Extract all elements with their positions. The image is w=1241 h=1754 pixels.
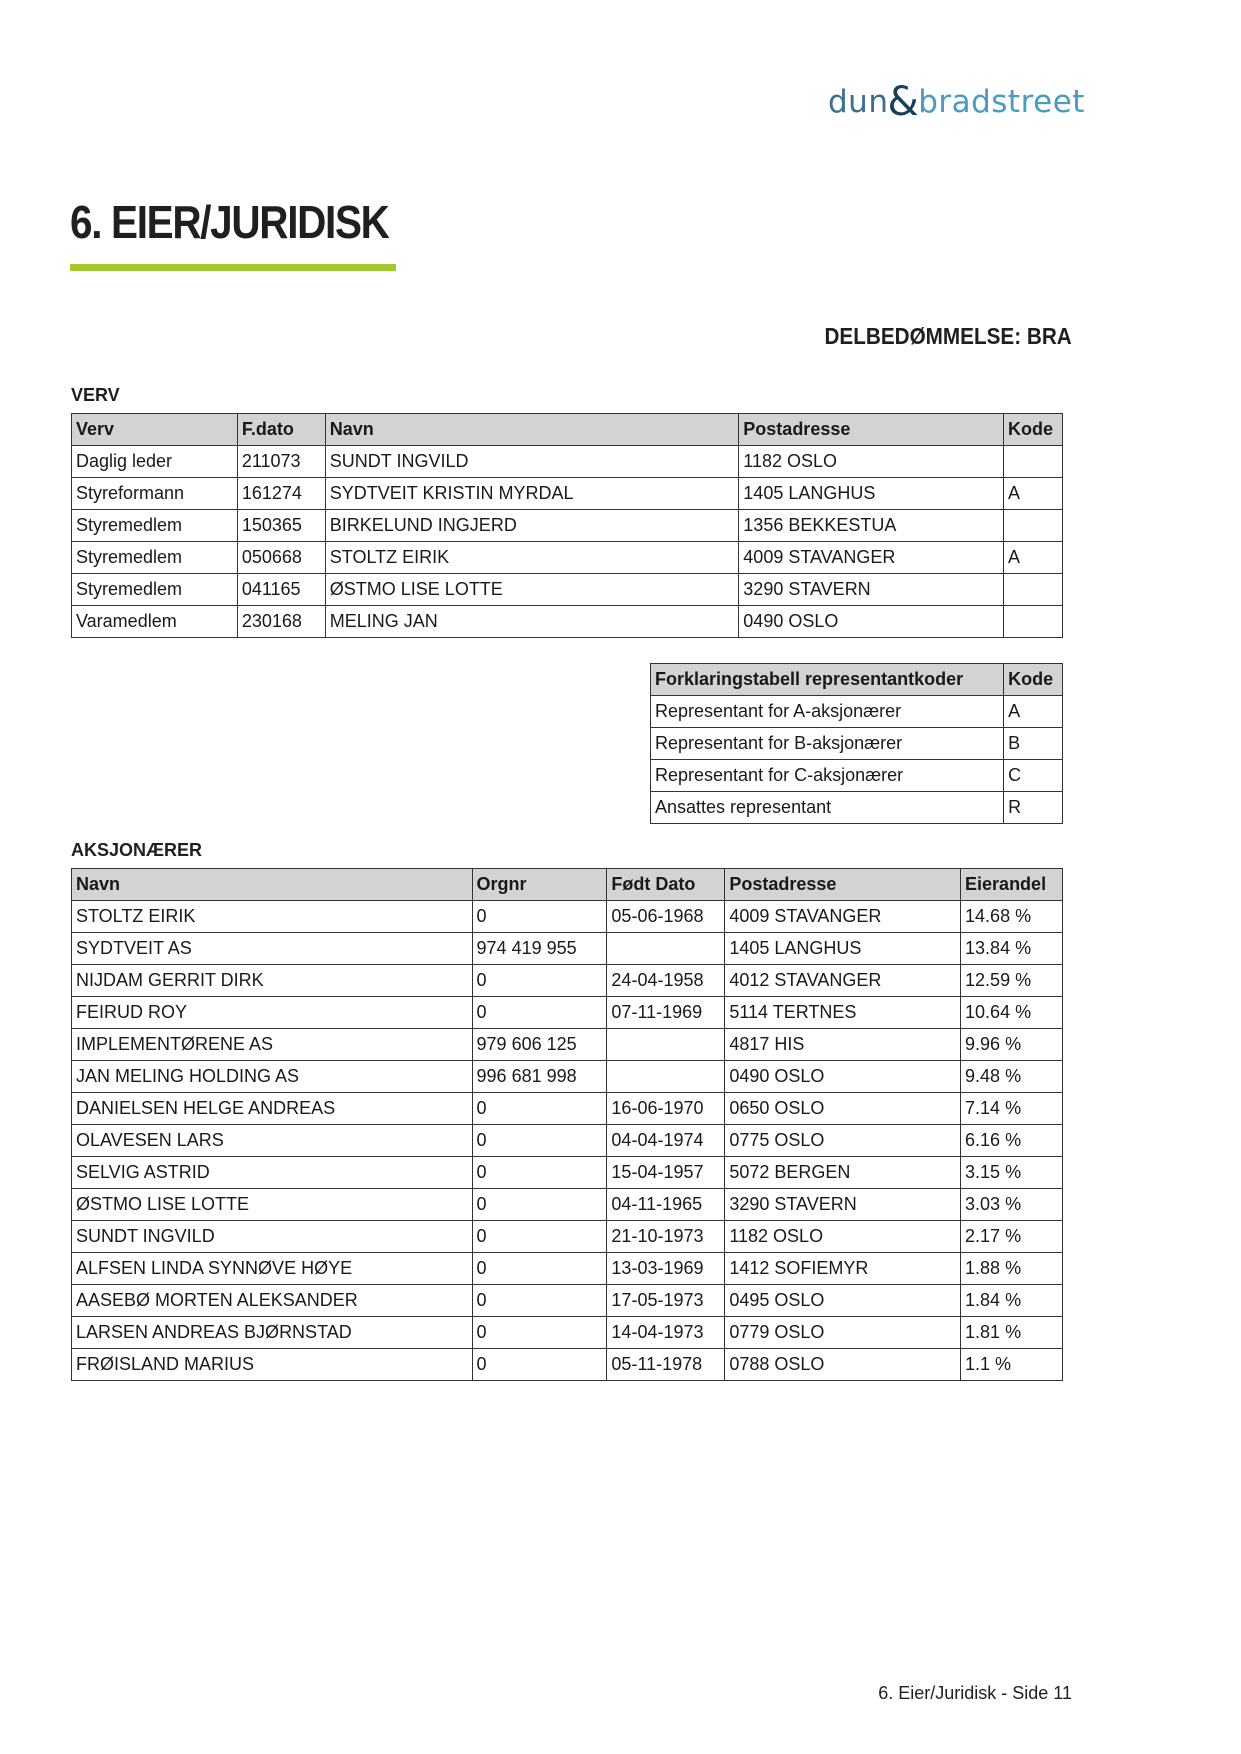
table-cell: 9.48 %: [961, 1061, 1063, 1093]
table-cell: 0: [472, 1157, 607, 1189]
table-cell: 1412 SOFIEMYR: [725, 1253, 961, 1285]
table-row: [72, 901, 1063, 933]
table-cell: 9.96 %: [961, 1029, 1063, 1061]
table-cell: 041165: [237, 574, 325, 606]
table-row: [72, 1093, 1063, 1125]
table-cell: AASEBØ MORTEN ALEKSANDER: [72, 1285, 473, 1317]
table-cell: 6.16 %: [961, 1125, 1063, 1157]
table-row: [72, 997, 1063, 1029]
table-cell: C: [1004, 760, 1063, 792]
table-cell: [607, 1029, 725, 1061]
table-row: [651, 696, 1063, 728]
table-row: [72, 1221, 1063, 1253]
table-cell: 0: [472, 1349, 607, 1381]
table-cell: MELING JAN: [325, 606, 739, 638]
table-cell: 0490 OSLO: [725, 1061, 961, 1093]
table-cell: NIJDAM GERRIT DIRK: [72, 965, 473, 997]
table-cell: 05-06-1968: [607, 901, 725, 933]
table-cell: 24-04-1958: [607, 965, 725, 997]
table-cell: A: [1004, 696, 1063, 728]
table-cell: 0: [472, 901, 607, 933]
table-cell: 5072 BERGEN: [725, 1157, 961, 1189]
table-cell: FRØISLAND MARIUS: [72, 1349, 473, 1381]
table-row: [72, 1189, 1063, 1221]
codes-header-row: [651, 664, 1063, 696]
table-cell: LARSEN ANDREAS BJØRNSTAD: [72, 1317, 473, 1349]
table-cell: 0: [472, 1189, 607, 1221]
table-cell: 4009 STAVANGER: [725, 901, 961, 933]
table-cell: B: [1004, 728, 1063, 760]
table-cell: [1003, 574, 1062, 606]
table-cell: SUNDT INGVILD: [325, 446, 739, 478]
table-row: [72, 478, 1063, 510]
table-cell: 4012 STAVANGER: [725, 965, 961, 997]
representative-codes-table: [650, 663, 1063, 824]
table-row: [72, 1157, 1063, 1189]
table-cell: 161274: [237, 478, 325, 510]
table-cell: FEIRUD ROY: [72, 997, 473, 1029]
table-cell: 150365: [237, 510, 325, 542]
table-cell: 21-10-1973: [607, 1221, 725, 1253]
verv-table: [71, 413, 1063, 638]
table-cell: 05-11-1978: [607, 1349, 725, 1381]
table-row: [72, 1285, 1063, 1317]
table-cell: [1003, 446, 1062, 478]
table-row: [651, 728, 1063, 760]
verv-header-fdato: F.dato: [237, 414, 325, 446]
table-row: [72, 542, 1063, 574]
verv-header-row: [72, 414, 1063, 446]
table-row: [72, 1061, 1063, 1093]
table-cell: 3.03 %: [961, 1189, 1063, 1221]
table-cell: 14.68 %: [961, 901, 1063, 933]
table-cell: 16-06-1970: [607, 1093, 725, 1125]
table-cell: 0: [472, 1253, 607, 1285]
table-cell: Daglig leder: [72, 446, 238, 478]
table-row: [651, 792, 1063, 824]
table-cell: 0788 OSLO: [725, 1349, 961, 1381]
verv-section-label: VERV: [71, 385, 120, 405]
table-cell: Representant for A-aksjonærer: [651, 696, 1004, 728]
table-cell: 0: [472, 997, 607, 1029]
table-cell: R: [1004, 792, 1063, 824]
page-title: 6. EIER/JURIDISK: [70, 196, 389, 248]
table-row: [72, 1349, 1063, 1381]
table-cell: 1405 LANGHUS: [725, 933, 961, 965]
aksjonaerer-header-postadresse: Postadresse: [725, 869, 961, 901]
rating-heading: DELBEDØMMELSE: BRA: [824, 323, 1072, 349]
table-cell: 0: [472, 1093, 607, 1125]
table-cell: 3290 STAVERN: [739, 574, 1004, 606]
table-cell: 1182 OSLO: [725, 1221, 961, 1253]
table-cell: 0495 OSLO: [725, 1285, 961, 1317]
table-cell: SUNDT INGVILD: [72, 1221, 473, 1253]
table-row: [72, 965, 1063, 997]
table-cell: BIRKELUND INGJERD: [325, 510, 739, 542]
table-cell: 04-11-1965: [607, 1189, 725, 1221]
table-cell: 1.84 %: [961, 1285, 1063, 1317]
table-cell: 230168: [237, 606, 325, 638]
dun-bradstreet-logo: [828, 76, 1085, 126]
aksjonaerer-header-fodt-dato: Født Dato: [607, 869, 725, 901]
table-cell: SYDTVEIT KRISTIN MYRDAL: [325, 478, 739, 510]
aksjonaerer-section-label: AKSJONÆRER: [71, 840, 203, 860]
verv-header-verv: Verv: [72, 414, 238, 446]
logo-text-dun: dun: [828, 84, 889, 120]
table-cell: 04-04-1974: [607, 1125, 725, 1157]
table-cell: 3.15 %: [961, 1157, 1063, 1189]
table-cell: 0650 OSLO: [725, 1093, 961, 1125]
table-cell: [1003, 606, 1062, 638]
table-cell: DANIELSEN HELGE ANDREAS: [72, 1093, 473, 1125]
table-row: [72, 510, 1063, 542]
table-cell: Ansattes representant: [651, 792, 1004, 824]
verv-header-navn: Navn: [325, 414, 739, 446]
table-cell: STOLTZ EIRIK: [325, 542, 739, 574]
table-cell: STOLTZ EIRIK: [72, 901, 473, 933]
table-row: [72, 1125, 1063, 1157]
table-cell: 0: [472, 965, 607, 997]
table-cell: SELVIG ASTRID: [72, 1157, 473, 1189]
table-cell: A: [1003, 542, 1062, 574]
table-cell: A: [1003, 478, 1062, 510]
table-cell: 979 606 125: [472, 1029, 607, 1061]
table-row: [72, 1253, 1063, 1285]
title-underline: [70, 264, 396, 271]
table-cell: [607, 1061, 725, 1093]
table-row: [72, 446, 1063, 478]
table-cell: 4009 STAVANGER: [739, 542, 1004, 574]
table-cell: Varamedlem: [72, 606, 238, 638]
table-cell: 1405 LANGHUS: [739, 478, 1004, 510]
table-cell: Styremedlem: [72, 542, 238, 574]
table-cell: 10.64 %: [961, 997, 1063, 1029]
verv-header-postadresse: Postadresse: [739, 414, 1004, 446]
table-cell: 0: [472, 1317, 607, 1349]
table-cell: [1003, 510, 1062, 542]
table-cell: 0: [472, 1125, 607, 1157]
table-cell: 15-04-1957: [607, 1157, 725, 1189]
aksjonaerer-header-eierandel: Eierandel: [961, 869, 1063, 901]
table-cell: IMPLEMENTØRENE AS: [72, 1029, 473, 1061]
table-cell: ALFSEN LINDA SYNNØVE HØYE: [72, 1253, 473, 1285]
table-row: [72, 933, 1063, 965]
table-cell: 2.17 %: [961, 1221, 1063, 1253]
table-cell: 1182 OSLO: [739, 446, 1004, 478]
table-cell: Styremedlem: [72, 574, 238, 606]
table-cell: Styremedlem: [72, 510, 238, 542]
table-cell: 7.14 %: [961, 1093, 1063, 1125]
table-cell: 0: [472, 1221, 607, 1253]
table-cell: JAN MELING HOLDING AS: [72, 1061, 473, 1093]
table-cell: 13.84 %: [961, 933, 1063, 965]
table-cell: Styreformann: [72, 478, 238, 510]
logo-ampersand: &: [887, 79, 920, 125]
page-footer: 6. Eier/Juridisk - Side 11: [878, 1683, 1072, 1703]
table-cell: 4817 HIS: [725, 1029, 961, 1061]
table-cell: 1.88 %: [961, 1253, 1063, 1285]
table-cell: 0: [472, 1285, 607, 1317]
table-cell: 0490 OSLO: [739, 606, 1004, 638]
logo-text-bradstreet: bradstreet: [918, 84, 1085, 120]
table-row: [72, 606, 1063, 638]
table-cell: 0775 OSLO: [725, 1125, 961, 1157]
aksjonaerer-header-navn: Navn: [72, 869, 473, 901]
table-cell: SYDTVEIT AS: [72, 933, 473, 965]
table-cell: OLAVESEN LARS: [72, 1125, 473, 1157]
table-row: [72, 574, 1063, 606]
table-cell: 050668: [237, 542, 325, 574]
table-cell: 3290 STAVERN: [725, 1189, 961, 1221]
table-cell: 974 419 955: [472, 933, 607, 965]
table-cell: 211073: [237, 446, 325, 478]
table-cell: ØSTMO LISE LOTTE: [325, 574, 739, 606]
table-row: [72, 1029, 1063, 1061]
table-row: [651, 760, 1063, 792]
table-cell: 14-04-1973: [607, 1317, 725, 1349]
aksjonaerer-header-row: [72, 869, 1063, 901]
table-cell: 996 681 998: [472, 1061, 607, 1093]
aksjonaerer-header-orgnr: Orgnr: [472, 869, 607, 901]
table-cell: 13-03-1969: [607, 1253, 725, 1285]
table-cell: 1.1 %: [961, 1349, 1063, 1381]
table-cell: 07-11-1969: [607, 997, 725, 1029]
table-cell: 1356 BEKKESTUA: [739, 510, 1004, 542]
codes-header-description: Forklaringstabell representantkoder: [651, 664, 1004, 696]
aksjonaerer-table: [71, 868, 1063, 1381]
table-cell: [607, 933, 725, 965]
table-cell: ØSTMO LISE LOTTE: [72, 1189, 473, 1221]
table-cell: 17-05-1973: [607, 1285, 725, 1317]
table-cell: 5114 TERTNES: [725, 997, 961, 1029]
table-cell: 0779 OSLO: [725, 1317, 961, 1349]
table-cell: 12.59 %: [961, 965, 1063, 997]
table-cell: Representant for C-aksjonærer: [651, 760, 1004, 792]
verv-header-kode: Kode: [1003, 414, 1062, 446]
table-row: [72, 1317, 1063, 1349]
table-cell: Representant for B-aksjonærer: [651, 728, 1004, 760]
table-cell: 1.81 %: [961, 1317, 1063, 1349]
codes-header-kode: Kode: [1004, 664, 1063, 696]
